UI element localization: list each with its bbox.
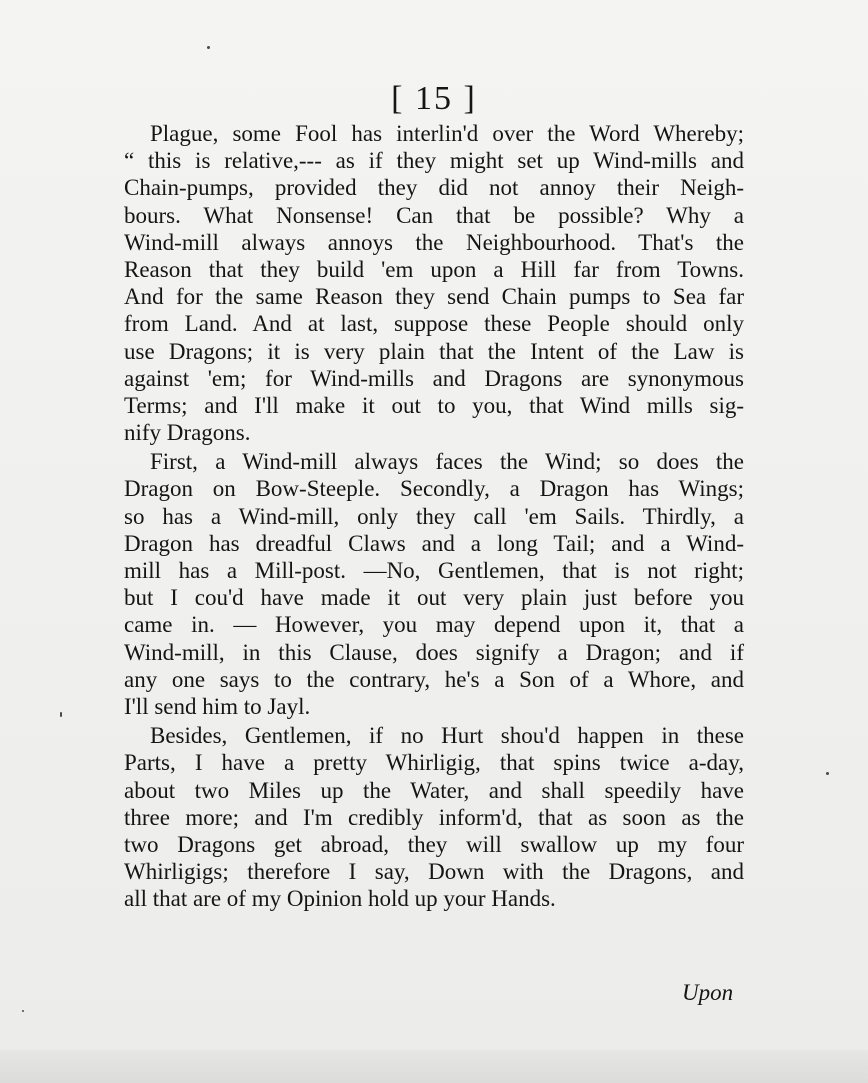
text-line: Besides, Gentlemen, if no Hurt shou'd happen in these	[150, 723, 744, 749]
text-line: “ this is relative,--- as if they might set up Wind-mills and	[124, 148, 744, 174]
text-line: Chain-pumps, provided they did not annoy their Neigh-	[124, 175, 744, 201]
text-line: so has a Wind-mill, only they call 'em Sails. Thirdly, a	[124, 503, 744, 529]
text-line: any one says to the contrary, he's a Son of a Whore, and	[124, 666, 744, 692]
text-line: about two Miles up the Water, and shall speedily have	[124, 777, 744, 803]
text-line: I'll send him to Jayl.	[124, 693, 311, 719]
text-line: Dragon has dreadful Claws and a long Tail; and a Wind-	[124, 530, 744, 556]
text-line: Terms; and I'll make it out to you, that Wind mills sig-	[124, 392, 744, 418]
text-line: mill has a Mill-post. —No, Gentlemen, that is not right;	[124, 558, 744, 583]
text-line: Plague, some Fool has interlin'd over the Word Whereby;	[150, 121, 744, 146]
text-line: Whirligigs; therefore I say, Down with the Dragons, and	[124, 859, 744, 885]
paper-speck	[207, 46, 210, 49]
text-line: from Land. And at last, suppose these People should only	[124, 311, 744, 337]
text-line: And for the same Reason they send Chain pumps to Sea far	[124, 284, 744, 310]
page-number: [ 15 ]	[391, 80, 477, 117]
text-line: Reason that they build 'em upon a Hill far from Towns.	[124, 256, 744, 282]
page-bottom-edge	[0, 1050, 868, 1083]
text-line: but I cou'd have made it out very plain just before you	[124, 585, 744, 611]
body-text	[124, 120, 744, 912]
text-line: bours. What Nonsense! Can that be possible? Why a	[124, 202, 744, 228]
text-line: against 'em; for Wind-mills and Dragons are synonymous	[124, 365, 744, 391]
paper-speck	[826, 772, 829, 775]
text-line: all that are of my Opinion hold up your Hands.	[124, 886, 556, 912]
text-line: use Dragons; it is very plain that the Intent of the Law is	[124, 338, 744, 364]
text-line: Wind-mill, in this Clause, does signify a Dragon; and if	[124, 639, 744, 665]
text-line: three more; and I'm credibly inform'd, that as soon as the	[124, 804, 744, 830]
text-line: nify Dragons.	[124, 420, 251, 446]
catchword: Upon	[682, 980, 734, 1005]
paper-speck	[22, 1010, 24, 1012]
text-line: First, a Wind-mill always faces the Wind; so does the	[150, 449, 744, 475]
text-line: came in. — However, you may depend upon it, that a	[124, 612, 744, 638]
paper-speck	[60, 712, 62, 717]
text-line: two Dragons get abroad, they will swallow up my four	[124, 831, 744, 857]
text-line: Dragon on Bow-Steeple. Secondly, a Dragon has Wings;	[124, 476, 744, 502]
text-line: Parts, I have a pretty Whirligig, that spins twice a-day,	[124, 750, 744, 776]
text-line: Wind-mill always annoys the Neighbourhood. That's the	[124, 229, 744, 255]
